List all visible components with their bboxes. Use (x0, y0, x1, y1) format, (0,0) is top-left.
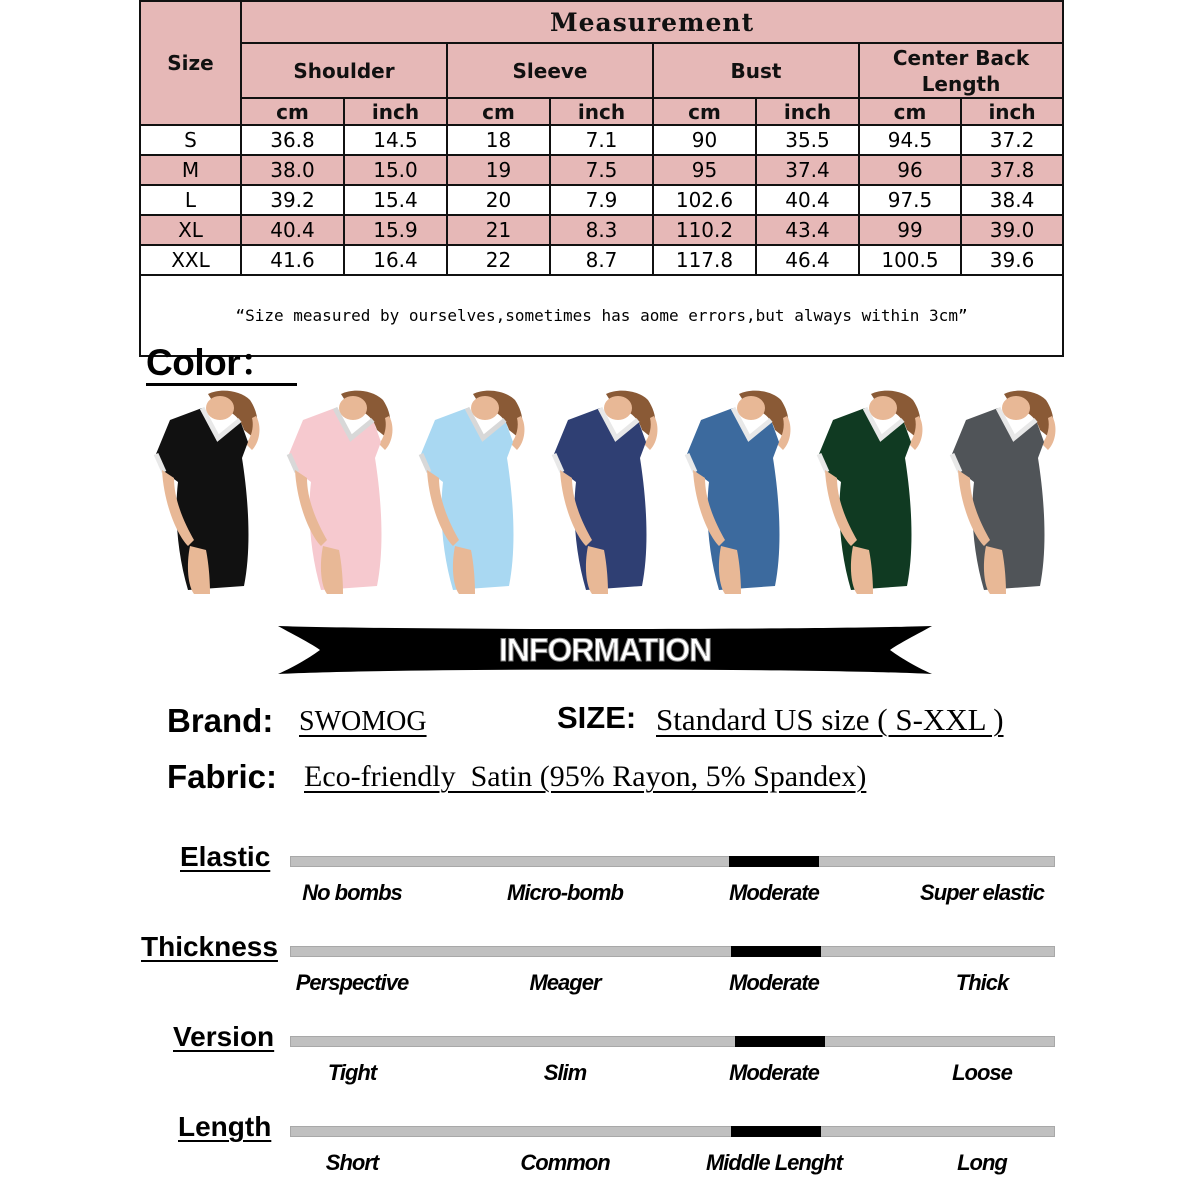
value-cell: 38.0 (241, 155, 344, 185)
scale-option: Long (957, 1150, 1007, 1175)
value-cell: 39.0 (961, 215, 1063, 245)
table-row (140, 215, 1063, 245)
dress-image (546, 386, 664, 596)
group-header-bust: Bust (653, 43, 859, 98)
value-cell: 15.4 (344, 185, 447, 215)
scale-track (290, 1036, 1055, 1047)
scale-option: No bombs (302, 880, 402, 905)
measurement-note: “Size measured by ourselves,sometimes has aome errors,but always within 3cm” (140, 275, 1063, 356)
scale-option: Micro-bomb (507, 880, 623, 905)
value-cell: 117.8 (653, 245, 756, 275)
value-cell: 15.0 (344, 155, 447, 185)
color-swatch-light-blue[interactable] (413, 386, 531, 596)
size-cell: XL (140, 215, 241, 245)
scale-marker (731, 1126, 821, 1137)
value-cell: 38.4 (961, 185, 1063, 215)
brand-label: Brand: (167, 702, 274, 739)
value-cell: 94.5 (859, 125, 961, 155)
scale-option: Thick (955, 970, 1009, 995)
color-swatch-black[interactable] (148, 386, 266, 596)
banner-title: INFORMATION (498, 631, 712, 668)
dress-image (413, 386, 531, 596)
group-header-shoulder: Shoulder (241, 43, 447, 98)
size-cell: L (140, 185, 241, 215)
value-cell: 35.5 (756, 125, 859, 155)
dress-image (944, 386, 1062, 596)
size-cell: S (140, 125, 241, 155)
value-cell: 7.9 (550, 185, 653, 215)
scale-option: Middle Lenght (705, 1150, 843, 1175)
value-cell: 100.5 (859, 245, 961, 275)
size-chart (139, 0, 1062, 357)
scale-option: Loose (952, 1060, 1012, 1085)
value-cell: 110.2 (653, 215, 756, 245)
value-cell: 40.4 (756, 185, 859, 215)
table-row (140, 185, 1063, 215)
value-cell: 22 (447, 245, 550, 275)
value-cell: 97.5 (859, 185, 961, 215)
measurement-title: Measurement (241, 1, 1063, 43)
table-row (140, 245, 1063, 275)
value-cell: 16.4 (344, 245, 447, 275)
scale-label: Length (178, 1111, 272, 1142)
value-cell: 20 (447, 185, 550, 215)
unit-header: cm (447, 98, 550, 125)
scale-version (0, 1022, 1200, 1092)
value-cell: 37.8 (961, 155, 1063, 185)
unit-header: cm (859, 98, 961, 125)
color-swatch-pink[interactable] (281, 386, 399, 596)
scale-label: Elastic (180, 841, 271, 872)
value-cell: 18 (447, 125, 550, 155)
scale-elastic (0, 842, 1200, 912)
dress-image (148, 386, 266, 596)
unit-header: cm (653, 98, 756, 125)
value-cell: 39.6 (961, 245, 1063, 275)
scale-marker (731, 946, 821, 957)
size-cell: M (140, 155, 241, 185)
value-cell: 36.8 (241, 125, 344, 155)
scale-option: Tight (327, 1060, 377, 1085)
value-cell: 90 (653, 125, 756, 155)
value-cell: 102.6 (653, 185, 756, 215)
unit-header: inch (756, 98, 859, 125)
color-swatch-dark-green[interactable] (811, 386, 929, 596)
group-header-center-back-length: Center Back Length (859, 43, 1063, 98)
table-row (140, 155, 1063, 185)
value-cell: 14.5 (344, 125, 447, 155)
value-cell: 41.6 (241, 245, 344, 275)
scale-option: Common (520, 1150, 610, 1175)
value-cell: 37.4 (756, 155, 859, 185)
scale-marker (729, 856, 819, 867)
dress-image (811, 386, 929, 596)
color-swatch-blue[interactable] (679, 386, 797, 596)
scale-label: Version (173, 1021, 275, 1052)
value-cell: 19 (447, 155, 550, 185)
value-cell: 15.9 (344, 215, 447, 245)
scale-thickness (0, 932, 1200, 1002)
value-cell: 21 (447, 215, 550, 245)
unit-header: cm (241, 98, 344, 125)
scale-option: Short (325, 1150, 379, 1175)
size-label: SIZE: (557, 700, 637, 735)
color-swatches (148, 386, 1062, 600)
value-cell: 7.1 (550, 125, 653, 155)
color-swatch-navy[interactable] (546, 386, 664, 596)
color-heading: Color： (146, 343, 297, 386)
dress-image (281, 386, 399, 596)
scale-track (290, 946, 1055, 957)
group-header-sleeve: Sleeve (447, 43, 653, 98)
size-cell: XXL (140, 245, 241, 275)
scale-option: Super elastic (920, 880, 1044, 905)
value-cell: 8.7 (550, 245, 653, 275)
fabric-label: Fabric: (167, 758, 278, 795)
fabric-value: Eco-friendly Satin (95% Rayon, 5% Spandex) (304, 760, 867, 793)
table-row (140, 125, 1063, 155)
value-cell: 40.4 (241, 215, 344, 245)
scale-label: Thickness (141, 931, 278, 962)
brand-value: SWOMOG (299, 706, 427, 737)
scale-option: Moderate (729, 970, 819, 995)
scale-track (290, 1126, 1055, 1137)
size-column-header: Size (140, 1, 241, 125)
value-cell: 96 (859, 155, 961, 185)
color-swatch-gray[interactable] (944, 386, 1062, 596)
value-cell: 43.4 (756, 215, 859, 245)
size-value: Standard US size ( S-XXL ) (656, 702, 1004, 737)
information-banner (278, 624, 932, 676)
value-cell: 37.2 (961, 125, 1063, 155)
scale-option: Perspective (295, 970, 409, 995)
scale-length (0, 1112, 1200, 1182)
value-cell: 46.4 (756, 245, 859, 275)
value-cell: 39.2 (241, 185, 344, 215)
unit-header: inch (961, 98, 1063, 125)
scale-option: Moderate (729, 880, 819, 905)
value-cell: 8.3 (550, 215, 653, 245)
value-cell: 99 (859, 215, 961, 245)
scale-track (290, 856, 1055, 867)
scale-option: Meager (529, 970, 601, 995)
size-table (139, 0, 1064, 357)
unit-header: inch (550, 98, 653, 125)
scale-option: Moderate (729, 1060, 819, 1085)
scale-option: Slim (543, 1060, 587, 1085)
value-cell: 95 (653, 155, 756, 185)
scale-marker (735, 1036, 825, 1047)
unit-header: inch (344, 98, 447, 125)
value-cell: 7.5 (550, 155, 653, 185)
dress-image (679, 386, 797, 596)
